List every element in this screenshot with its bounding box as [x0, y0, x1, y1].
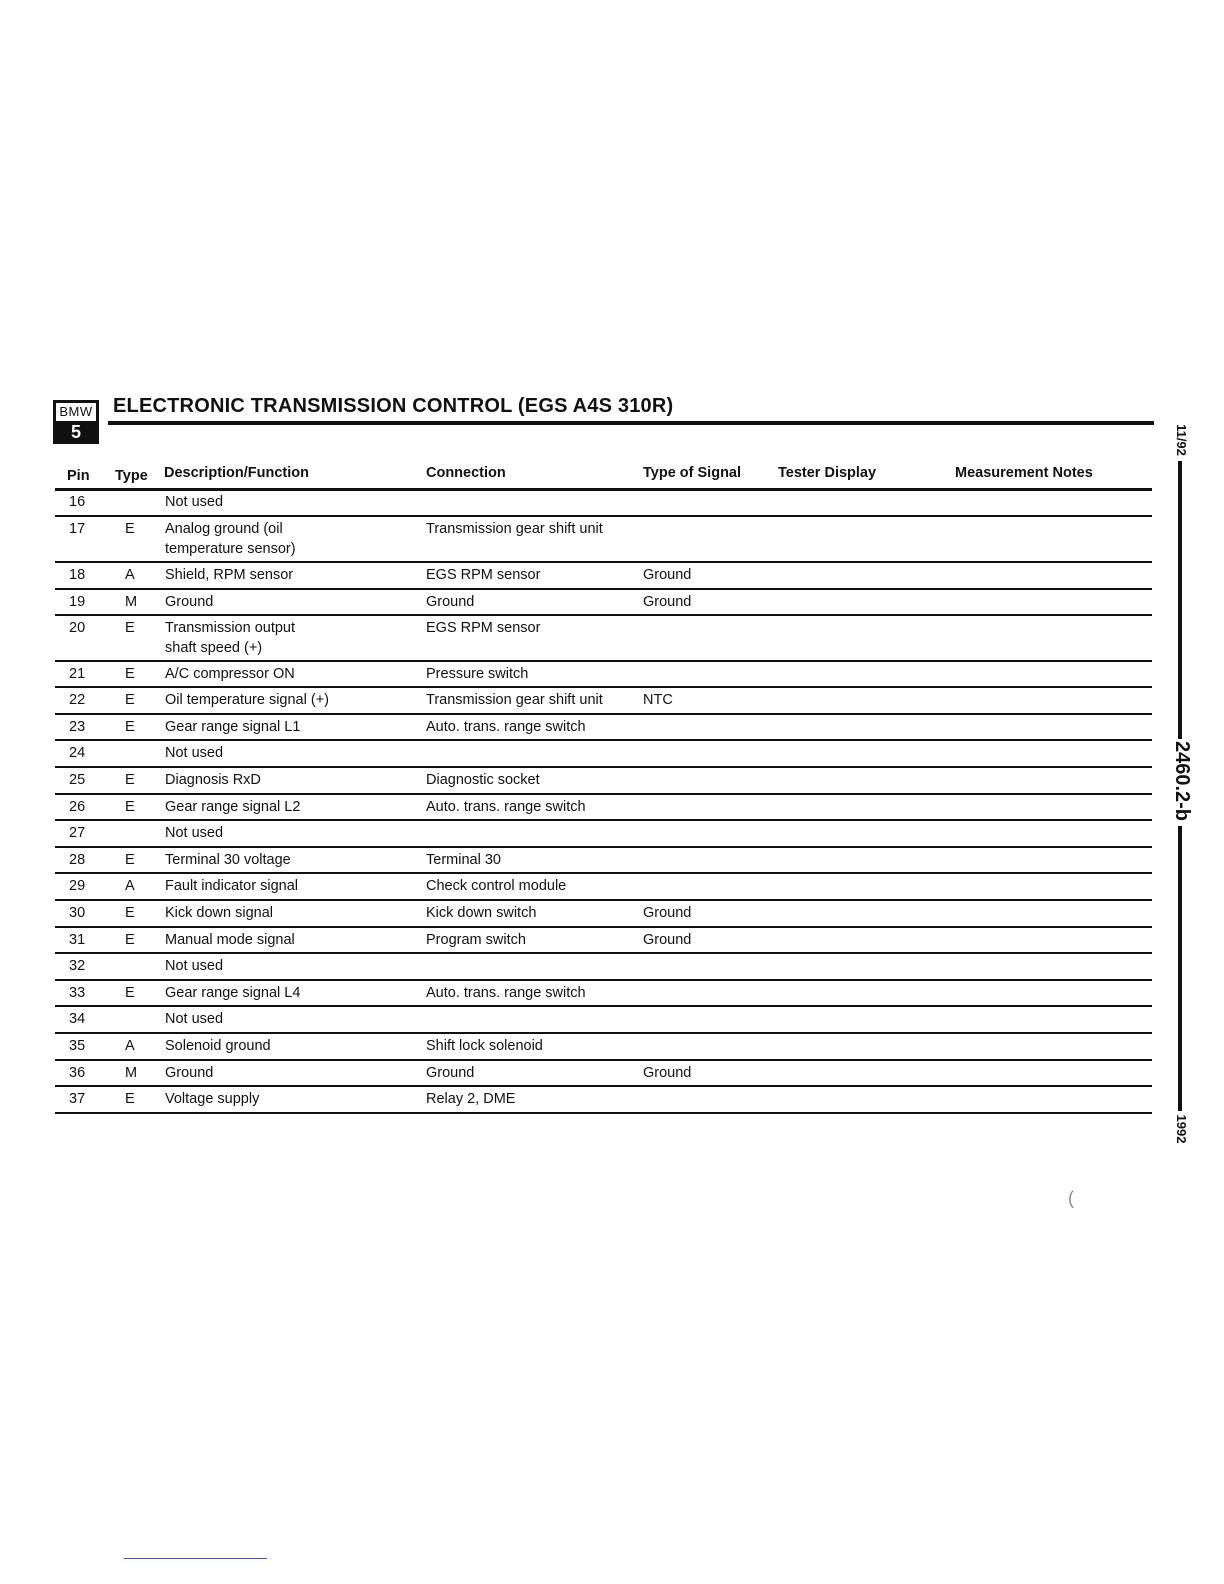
description-cell: Not used — [165, 745, 224, 761]
description-cell: Solenoid ground — [165, 1038, 271, 1054]
scan-artifact-mark: ( — [1068, 1188, 1074, 1208]
pin-cell: 35 — [69, 1038, 86, 1054]
pin-cell: 32 — [69, 958, 86, 974]
connection-cell: Auto. trans. range switch — [426, 719, 586, 735]
table-row — [55, 517, 1152, 563]
description-cell: Fault indicator signal — [165, 878, 298, 894]
col-header-signal-type: Type of Signal — [643, 465, 742, 481]
description-cell: Diagnosis RxD — [165, 772, 261, 788]
table-row — [55, 688, 1152, 715]
description-cell: Analog ground (oil temperature sensor) — [165, 521, 296, 557]
connection-cell: Auto. trans. range switch — [426, 799, 586, 815]
description-cell: Ground — [165, 1065, 214, 1081]
table-row — [55, 1061, 1152, 1087]
pin-cell: 19 — [69, 594, 86, 610]
connection-cell: Check control module — [426, 878, 567, 894]
description-cell: A/C compressor ON — [165, 666, 295, 682]
description-cell: Ground — [165, 594, 214, 610]
pin-cell: 23 — [69, 719, 86, 735]
table-row — [55, 616, 1152, 662]
table-row — [55, 928, 1152, 954]
pin-cell: 34 — [69, 1011, 86, 1027]
description-cell: Gear range signal L4 — [165, 985, 301, 1001]
type-cell: E — [125, 521, 135, 537]
type-cell: M — [125, 594, 138, 610]
footer-underline — [124, 1558, 267, 1559]
type-cell: E — [125, 932, 135, 948]
description-cell: Gear range signal L1 — [165, 719, 301, 735]
description-cell: Transmission output shaft speed (+) — [165, 620, 296, 656]
title-rule — [108, 421, 1154, 425]
pin-table-body — [55, 490, 1152, 1114]
pin-cell: 26 — [69, 799, 86, 815]
description-cell: Not used — [165, 958, 224, 974]
pin-cell: 17 — [69, 521, 86, 537]
connection-cell: Relay 2, DME — [426, 1091, 516, 1107]
pin-cell: 18 — [69, 567, 86, 583]
type-cell: E — [125, 772, 135, 788]
pin-cell: 30 — [69, 905, 86, 921]
side-section-code: 2460.2-b — [1171, 740, 1193, 822]
table-row — [55, 1087, 1152, 1114]
pin-cell: 28 — [69, 852, 86, 868]
type-cell: E — [125, 666, 135, 682]
table-row — [55, 563, 1152, 590]
pin-cell: 37 — [69, 1091, 86, 1107]
description-cell: Terminal 30 voltage — [165, 852, 291, 868]
type-cell: A — [125, 878, 135, 894]
connection-cell: Pressure switch — [426, 666, 529, 682]
signal-cell: NTC — [643, 692, 673, 708]
type-cell: A — [125, 1038, 135, 1054]
pin-cell: 36 — [69, 1065, 86, 1081]
connection-cell: EGS RPM sensor — [426, 620, 541, 636]
col-header-measurement-notes: Measurement Notes — [955, 465, 1093, 481]
pin-cell: 20 — [69, 620, 86, 636]
table-row — [55, 715, 1152, 741]
table-row — [55, 1007, 1152, 1034]
table-row — [55, 981, 1152, 1007]
connection-cell: Ground — [426, 594, 475, 610]
table-row — [55, 795, 1152, 821]
pin-cell: 24 — [69, 745, 86, 761]
connection-cell: Program switch — [426, 932, 526, 948]
col-header-description: Description/Function — [164, 465, 309, 481]
type-cell: E — [125, 692, 135, 708]
col-header-pin: Pin — [67, 468, 90, 484]
type-cell: E — [125, 620, 135, 636]
connection-cell: Kick down switch — [426, 905, 537, 921]
connection-cell: Transmission gear shift unit — [426, 521, 603, 537]
connection-cell: Auto. trans. range switch — [426, 985, 586, 1001]
side-date-label: 11/92 — [1174, 424, 1189, 456]
connection-cell: Diagnostic socket — [426, 772, 540, 788]
signal-cell: Ground — [643, 594, 692, 610]
bmw-5-series-logo — [53, 400, 99, 444]
description-cell: Kick down signal — [165, 905, 273, 921]
connection-cell: EGS RPM sensor — [426, 567, 541, 583]
pin-cell: 21 — [69, 666, 86, 682]
table-row — [55, 490, 1152, 517]
description-cell: Oil temperature signal (+) — [165, 692, 329, 708]
logo-series-number: 5 — [56, 423, 96, 441]
side-year-label: 1992 — [1174, 1114, 1189, 1144]
type-cell: E — [125, 985, 135, 1001]
table-row — [55, 954, 1152, 981]
table-row — [55, 590, 1152, 616]
description-cell: Shield, RPM sensor — [165, 567, 294, 583]
side-rail-segment — [1178, 826, 1182, 1111]
description-cell: Not used — [165, 1011, 224, 1027]
type-cell: E — [125, 1091, 135, 1107]
description-cell: Manual mode signal — [165, 932, 295, 948]
connection-cell: Transmission gear shift unit — [426, 692, 603, 708]
connection-cell: Terminal 30 — [426, 852, 501, 868]
type-cell: E — [125, 719, 135, 735]
signal-cell: Ground — [643, 905, 692, 921]
side-rail-segment — [1178, 461, 1182, 739]
pin-cell: 16 — [69, 494, 86, 510]
pin-cell: 22 — [69, 692, 86, 708]
table-row — [55, 662, 1152, 688]
type-cell: A — [125, 567, 135, 583]
type-cell: E — [125, 905, 135, 921]
table-row — [55, 874, 1152, 901]
description-cell: Not used — [165, 825, 224, 841]
connection-cell: Shift lock solenoid — [426, 1038, 543, 1054]
pin-cell: 27 — [69, 825, 86, 841]
type-cell: M — [125, 1065, 138, 1081]
table-row — [55, 848, 1152, 874]
pin-cell: 33 — [69, 985, 86, 1001]
table-row — [55, 741, 1152, 768]
type-cell: E — [125, 852, 135, 868]
pin-cell: 25 — [69, 772, 86, 788]
page-title: ELECTRONIC TRANSMISSION CONTROL (EGS A4S 310R) — [113, 395, 674, 417]
signal-cell: Ground — [643, 1065, 692, 1081]
description-cell: Gear range signal L2 — [165, 799, 301, 815]
col-header-connection: Connection — [426, 465, 506, 481]
table-row — [55, 901, 1152, 928]
description-cell: Not used — [165, 494, 224, 510]
pin-cell: 31 — [69, 932, 86, 948]
description-cell: Voltage supply — [165, 1091, 260, 1107]
signal-cell: Ground — [643, 932, 692, 948]
table-row — [55, 1034, 1152, 1061]
table-row — [55, 821, 1152, 848]
connection-cell: Ground — [426, 1065, 475, 1081]
col-header-tester-display: Tester Display — [778, 465, 877, 481]
table-row — [55, 768, 1152, 795]
logo-brand-text: BMW — [56, 403, 96, 423]
col-header-type: Type — [115, 468, 148, 484]
signal-cell: Ground — [643, 567, 692, 583]
type-cell: E — [125, 799, 135, 815]
pin-cell: 29 — [69, 878, 86, 894]
